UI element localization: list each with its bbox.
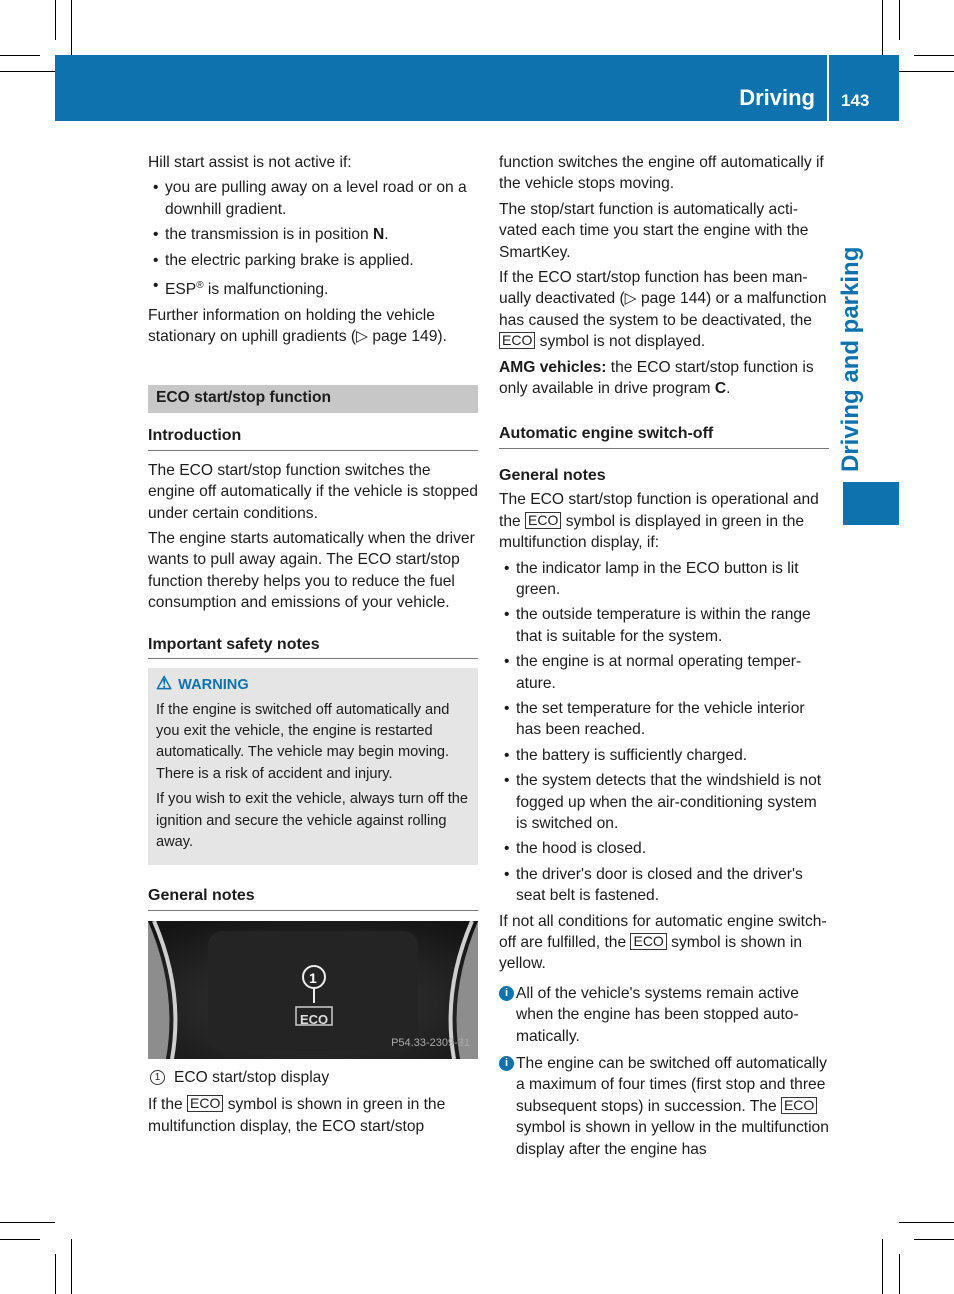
- side-chapter-title: Driving and parking: [837, 246, 864, 472]
- subheading: General notes: [148, 885, 478, 910]
- crop-mark: [0, 71, 55, 72]
- paragraph: The ECO start/stop function switches the engine off automatically if the vehicle is stopped under certain conditions.: [148, 461, 478, 522]
- subheading: Automatic engine switch-off: [499, 423, 829, 448]
- eco-symbol: ECO: [525, 512, 561, 529]
- info-note: i The engine can be switched off automatically a maximum of four times (first stop and three subsequent stops) in succession. The ECO symbol is shown in yellow in the multifunction display after the engine has: [499, 1053, 829, 1160]
- list-item: • the battery is sufficiently charged.: [499, 745, 829, 766]
- paragraph: If the ECO start/stop function has been manually deactivated (▷ page 144) or a malfunction has caused the system to be deactivated, the ECO symbol is not displayed.: [499, 269, 827, 351]
- crop-mark: [0, 55, 40, 56]
- header-divider: [827, 55, 829, 121]
- crop-mark: [882, 1239, 883, 1294]
- caption-number: 1: [150, 1070, 165, 1085]
- crop-mark: [899, 71, 954, 72]
- paragraph: function switches the engine off automatically if the vehicle stops moving.: [499, 154, 824, 193]
- right-column: [499, 152, 829, 1166]
- eco-label: ECO: [300, 1011, 329, 1027]
- warning-text: If the engine is switched off automatically and you exit the vehicle, the engine is restarted automatically. The vehicle may begin moving. There is a risk of accident and injury.: [156, 701, 450, 782]
- list-item: • the transmission is in position N.: [148, 224, 478, 245]
- paragraph: Hill start assist is not active if:: [148, 154, 352, 171]
- list-item: • the electric parking brake is applied.: [148, 250, 478, 271]
- eco-symbol: ECO: [630, 933, 666, 950]
- paragraph: If not all conditions for automatic engine switch-off are fulfilled, the ECO symbol is shown in yellow.: [499, 912, 827, 973]
- crop-mark: [899, 1254, 900, 1294]
- callout-number: 1: [309, 969, 317, 986]
- list-item: • the hood is closed.: [499, 838, 829, 859]
- crop-mark: [55, 0, 56, 40]
- paragraph: AMG vehicles: the ECO start/stop function is only available in drive program C.: [499, 358, 814, 398]
- list-item: • the driver's door is closed and the driver's seat belt is fastened.: [499, 864, 829, 907]
- image-code: P54.33-2309-31: [391, 1037, 470, 1050]
- side-tab: [843, 482, 899, 525]
- subheading: Introduction: [148, 425, 478, 450]
- warning-box: [148, 668, 478, 865]
- crop-mark: [71, 0, 72, 55]
- crop-mark: [914, 1239, 954, 1240]
- eco-display-photo: [148, 921, 478, 1059]
- list-item: • the outside temperature is within the range that is suitable for the system.: [499, 604, 829, 647]
- list-item: • the engine is at normal operating temperature.: [499, 651, 829, 694]
- info-icon: i: [499, 986, 514, 1001]
- crop-mark: [914, 55, 954, 56]
- eco-symbol: ECO: [499, 332, 535, 349]
- crop-mark: [899, 0, 900, 40]
- crop-mark: [882, 0, 883, 55]
- eco-symbol: ECO: [187, 1095, 223, 1112]
- list-item: • the system detects that the windshield is not fogged up when the air-conditioning system is switched on.: [499, 770, 829, 834]
- warning-triangle-icon: ⚠: [156, 673, 173, 694]
- figure-caption: 1 ECO start/stop display: [148, 1067, 478, 1088]
- warning-title: ⚠ WARNING: [156, 673, 249, 694]
- crop-mark: [0, 1239, 40, 1240]
- list-item: • you are pulling away on a level road or on a downhill gradient.: [148, 177, 478, 220]
- chapter-title: Driving: [739, 85, 815, 110]
- paragraph: If the ECO symbol is shown in green in the multifunction display, the ECO start/stop: [148, 1095, 446, 1135]
- page-number: 143: [841, 91, 870, 110]
- crop-mark: [0, 1222, 55, 1223]
- info-note: i All of the vehicle's systems remain active when the engine has been stopped automatically.: [499, 983, 829, 1047]
- section-title: ECO start/stop function: [148, 385, 478, 413]
- paragraph: The engine starts automatically when the driver wants to pull away again. The ECO start/stop function thereby helps you to reduce the fuel consumption and emissions of your vehicle.: [148, 530, 475, 612]
- subheading: General notes: [499, 466, 606, 484]
- page-header: [55, 55, 899, 121]
- info-icon: i: [499, 1056, 514, 1071]
- paragraph: The stop/start function is automatically activated each time you start the engine with the SmartKey.: [499, 200, 809, 261]
- crop-mark: [899, 1222, 954, 1223]
- crop-mark: [71, 1239, 72, 1294]
- warning-text: If you wish to exit the vehicle, always turn off the ignition and secure the vehicle against rolling away.: [156, 791, 469, 850]
- paragraph: The ECO start/stop function is operational and the ECO symbol is displayed in green in the multifunction display, if:: [499, 491, 819, 552]
- subheading: Important safety notes: [148, 634, 478, 659]
- list-item: • ESP® is malfunctioning.: [148, 275, 478, 301]
- paragraph: Further information on holding the vehicle stationary on uphill gradients (▷ page 149).: [148, 306, 447, 346]
- list-item: • the set temperature for the vehicle interior has been reached.: [499, 698, 829, 741]
- list-item: • the indicator lamp in the ECO button is lit green.: [499, 558, 829, 601]
- eco-symbol: ECO: [781, 1097, 817, 1114]
- crop-mark: [55, 1254, 56, 1294]
- left-column: [148, 152, 478, 1141]
